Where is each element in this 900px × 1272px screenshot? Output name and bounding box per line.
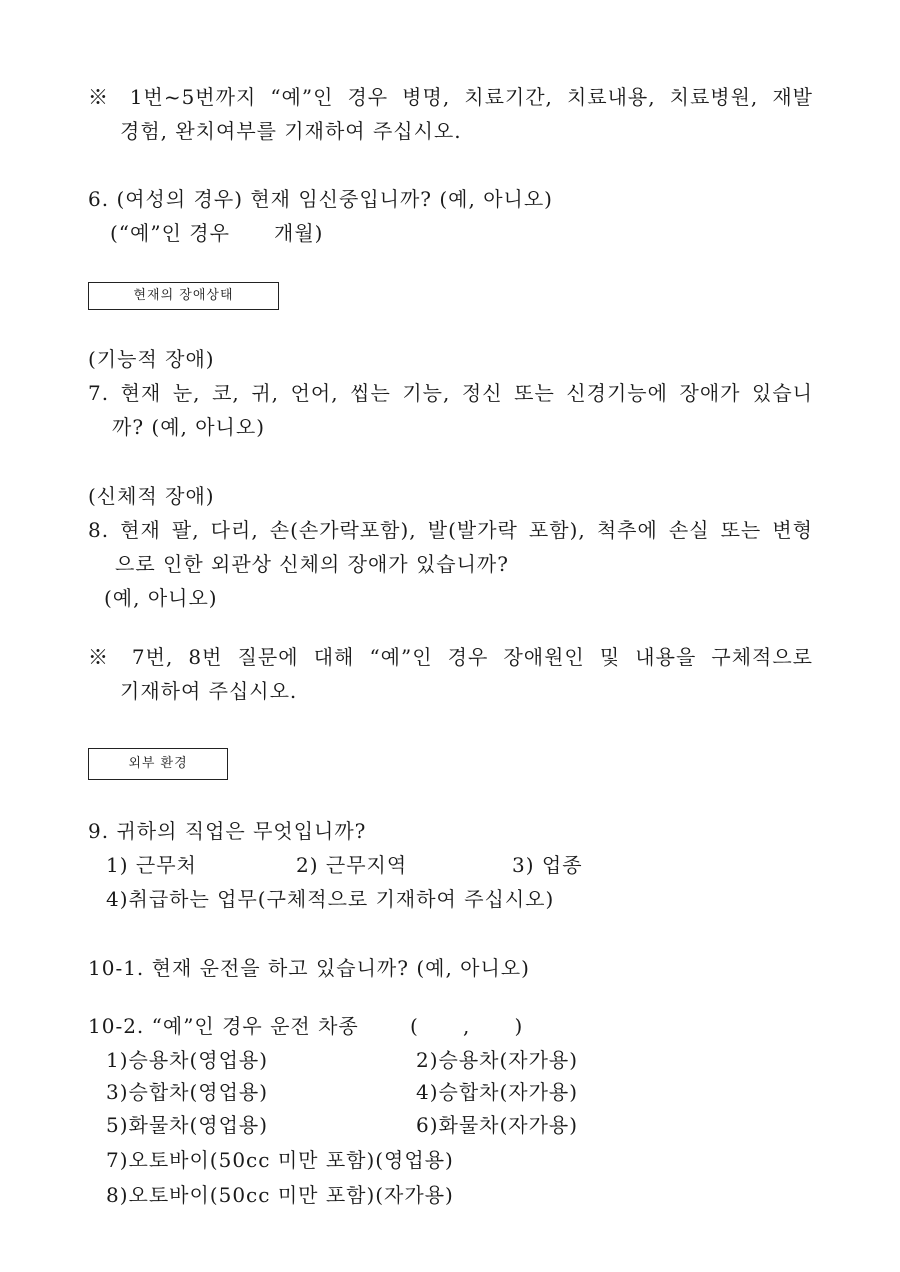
question-10-2: 10-2. “예”인 경우 운전 차종 [88, 1014, 359, 1038]
note-2-line-1: ※ 7번, 8번 질문에 대해 “예”인 경우 장애원인 및 내용을 구체적으로 [88, 645, 813, 669]
vehicle-option: 7)오토바이(50cc 미만 포함)(영업용) [106, 1148, 454, 1172]
question-8-line-2: 으로 인한 외관상 신체의 장애가 있습니까? [115, 552, 509, 576]
vehicle-option: 3)승합차(영업용) [106, 1080, 269, 1104]
section-title-disability: 현재의 장애상태 [88, 282, 279, 310]
question-9-option-3: 3) 업종 [512, 853, 583, 877]
vehicle-option: 2)승용차(자가용) [416, 1048, 579, 1072]
question-8-options: (예, 아니오) [104, 586, 218, 610]
physical-header: (신체적 장애) [88, 484, 215, 508]
question-9: 9. 귀하의 직업은 무엇입니까? [88, 819, 367, 843]
functional-header: (기능적 장애) [88, 347, 215, 371]
question-7-line-2: 까? (예, 아니오) [112, 415, 266, 439]
note-2-line-2: 기재하여 주십시오. [120, 679, 298, 703]
note-1-line-1: ※ 1번~5번까지 “예”인 경우 병명, 치료기간, 치료내용, 치료병원, 재발 [88, 85, 813, 109]
section-title-environment: 외부 환경 [88, 748, 228, 780]
vehicle-option: 6)화물차(자가용) [416, 1113, 579, 1137]
vehicle-option: 1)승용차(영업용) [106, 1048, 269, 1072]
question-6: 6. (여성의 경우) 현재 임신중입니까? (예, 아니오) [88, 187, 553, 211]
question-10-1: 10-1. 현재 운전을 하고 있습니까? (예, 아니오) [88, 956, 530, 980]
question-7-line-1: 7. 현재 눈, 코, 귀, 언어, 씹는 기능, 정신 또는 신경기능에 장애가 있습니 [88, 381, 813, 405]
question-9-option-4: 4)취급하는 업무(구체적으로 기재하여 주십시오) [106, 887, 555, 911]
vehicle-option: 8)오토바이(50cc 미만 포함)(자가용) [106, 1183, 454, 1207]
question-9-option-2: 2) 근무지역 [296, 853, 408, 877]
vehicle-option: 5)화물차(영업용) [106, 1113, 269, 1137]
question-8-line-1: 8. 현재 팔, 다리, 손(손가락포함), 발(발가락 포함), 척추에 손실 또는 변형 [88, 518, 813, 542]
question-9-option-1: 1) 근무처 [106, 853, 197, 877]
question-6-detail: (“예”인 경우 개월) [110, 221, 324, 245]
vehicle-option: 4)승합차(자가용) [416, 1080, 579, 1104]
question-10-2-blank: ( , ) [410, 1014, 524, 1038]
note-1-line-2: 경험, 완치여부를 기재하여 주십시오. [120, 119, 462, 143]
